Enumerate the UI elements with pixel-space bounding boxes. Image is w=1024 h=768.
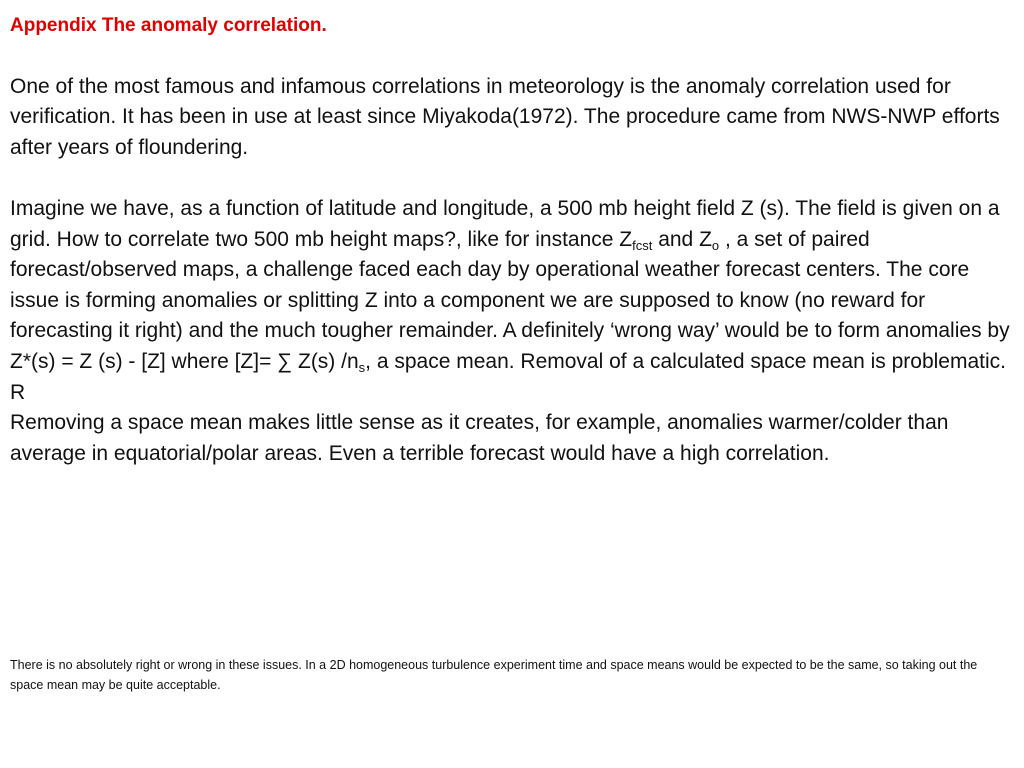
spacer [10,163,1010,194]
paragraph-height-field [10,194,1010,408]
subscript-o: o [711,237,720,253]
text-run: and Z [652,227,712,251]
slide-body [10,10,1010,469]
subscript-fcst: fcst [632,237,653,253]
footnote: There is no absolutely right or wrong in these issues. In a 2D homogeneous turbulence experiment time and space means would be expected to be the same, so taking out the space mean may be quite acceptable. [10,658,978,692]
paragraph-intro: One of the most famous and infamous correlations in meteorology is the anomaly correlation used for verification. It has been in use at least since Miyakoda(1972). The procedure came from NWS-NWP efforts after years of floundering. [10,74,1000,159]
text-run: , a space mean. Removal of a calculated space mean is problematic. R [10,349,1006,404]
spacer [10,41,1010,72]
paragraph-space-mean: Removing a space mean makes little sense as it creates, for example, anomalies warmer/colder than average in equatorial/polar areas. Even a terrible forecast would have a high correlation. [10,411,949,465]
slide-title: Appendix The anomaly correlation. [10,15,327,36]
text-run: Imagine we have, as a function of latitude and longitude, a 500 mb height field Z (s). The field is given on a grid. How to correlate two 500 mb height maps?, like for instance Z [10,196,1000,251]
text-run: , a set of paired forecast/observed maps, a challenge faced each day by operational weather forecast centers. The core issue is forming anomalies or splitting Z into a component we are supposed to know (no reward for forecasting it right) and the much tougher remainder. A definitely ‘wrong way’ would be to form anomalies by Z*(s) = Z (s) - [Z] where [Z]= ∑ Z(s) /n [10,227,1010,373]
subscript-s: s [358,359,366,375]
